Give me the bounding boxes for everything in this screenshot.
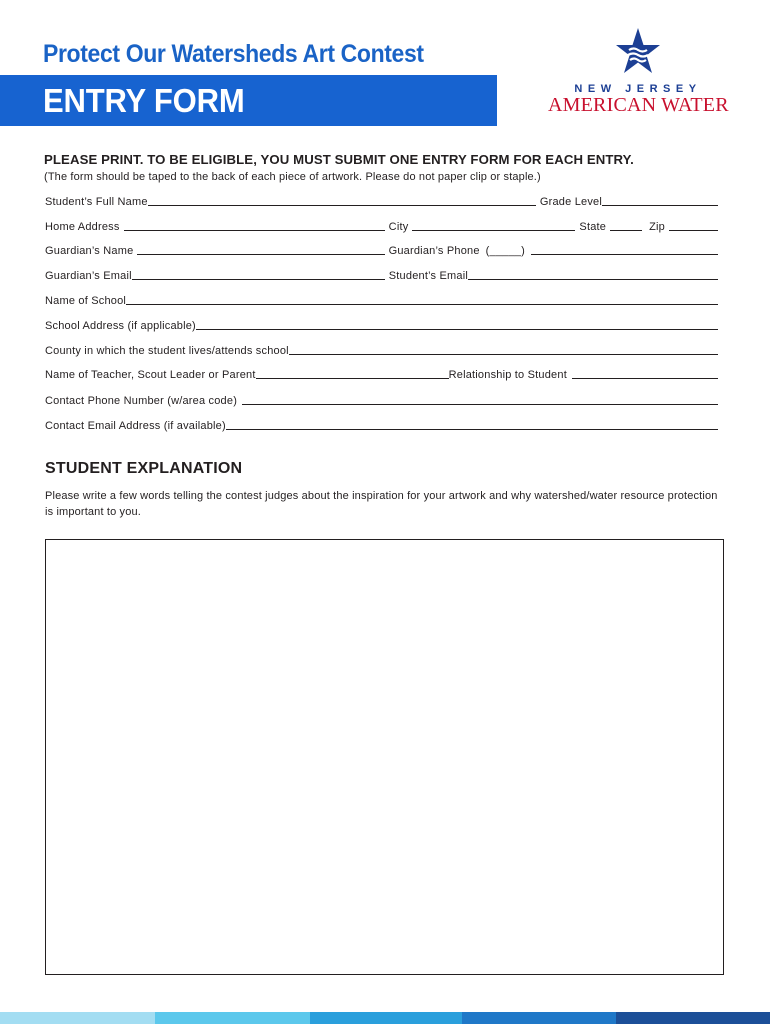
school-name-label: Name of School: [45, 295, 127, 307]
field-row-school-name: [45, 292, 718, 308]
grade-level-label: Grade Level: [539, 196, 602, 208]
relationship-field[interactable]: [572, 377, 718, 379]
teacher-name-field[interactable]: [256, 377, 449, 379]
student-name-field[interactable]: [148, 204, 536, 206]
student-email-field[interactable]: [468, 278, 718, 280]
explanation-answer-box[interactable]: [45, 539, 724, 975]
zip-field[interactable]: [669, 229, 718, 231]
logo-company-text: AMERICAN WATER: [548, 94, 729, 116]
guardian-email-field[interactable]: [132, 278, 385, 280]
student-name-label: Student’s Full Name: [45, 196, 148, 208]
explanation-heading: STUDENT EXPLANATION: [45, 460, 243, 477]
instructions-note: (The form should be taped to the back of each piece of artwork. Please do not paper clip or staple.): [44, 171, 541, 183]
field-row-address: [45, 218, 718, 234]
field-row-contact-phone: [45, 392, 718, 408]
state-label: State: [579, 221, 607, 233]
guardian-phone-area-code[interactable]: (_____): [485, 245, 525, 257]
relationship-label: Relationship to Student: [448, 369, 567, 381]
school-address-field[interactable]: [196, 328, 718, 330]
state-field[interactable]: [610, 229, 642, 231]
student-email-label: Student’s Email: [388, 270, 468, 282]
school-address-label: School Address (if applicable): [45, 320, 196, 332]
footer-segment: [462, 1012, 616, 1024]
field-row-contact-email: [45, 417, 718, 433]
contact-phone-label: Contact Phone Number (w/area code): [45, 395, 238, 407]
field-row-county: [45, 342, 718, 358]
field-row-student-name: [45, 193, 718, 209]
field-row-school-address: [45, 317, 718, 333]
guardian-phone-label: Guardian’s Phone: [388, 245, 480, 257]
grade-level-field[interactable]: [602, 204, 718, 206]
contact-email-field[interactable]: [226, 428, 718, 430]
form-title: ENTRY FORM: [43, 82, 245, 119]
footer-segment: [0, 1012, 155, 1024]
star-with-waves-icon: [616, 28, 660, 76]
contact-email-label: Contact Email Address (if available): [45, 420, 226, 432]
county-field[interactable]: [289, 353, 718, 355]
field-row-email: [45, 267, 718, 283]
school-name-field[interactable]: [126, 303, 718, 305]
contact-phone-field[interactable]: [242, 403, 718, 405]
home-address-field[interactable]: [124, 229, 385, 231]
footer-segment: [310, 1012, 462, 1024]
field-row-guardian: [45, 242, 718, 258]
city-label: City: [388, 221, 409, 233]
company-logo: [548, 28, 728, 120]
field-row-teacher: [45, 366, 718, 382]
guardian-email-label: Guardian’s Email: [45, 270, 132, 282]
teacher-name-label: Name of Teacher, Scout Leader or Parent: [45, 369, 256, 381]
guardian-name-field[interactable]: [137, 253, 384, 255]
footer-color-bar: [0, 1012, 770, 1024]
explanation-description: Please write a few words telling the contest judges about the inspiration for your artwork and why watershed/water resource protection is important to you.: [45, 490, 718, 518]
zip-label: Zip: [649, 221, 665, 233]
footer-segment: [616, 1012, 770, 1024]
home-address-label: Home Address: [45, 221, 120, 233]
logo-state-text: NEW JERSEY: [574, 83, 702, 95]
guardian-name-label: Guardian’s Name: [45, 245, 134, 257]
contest-title: Protect Our Watersheds Art Contest: [43, 40, 424, 68]
instructions-heading: PLEASE PRINT. TO BE ELIGIBLE, YOU MUST SUBMIT ONE ENTRY FORM FOR EACH ENTRY.: [44, 152, 634, 167]
county-label: County in which the student lives/attends school: [45, 345, 289, 357]
city-field[interactable]: [412, 229, 575, 231]
guardian-phone-field[interactable]: [531, 253, 718, 255]
footer-segment: [155, 1012, 310, 1024]
